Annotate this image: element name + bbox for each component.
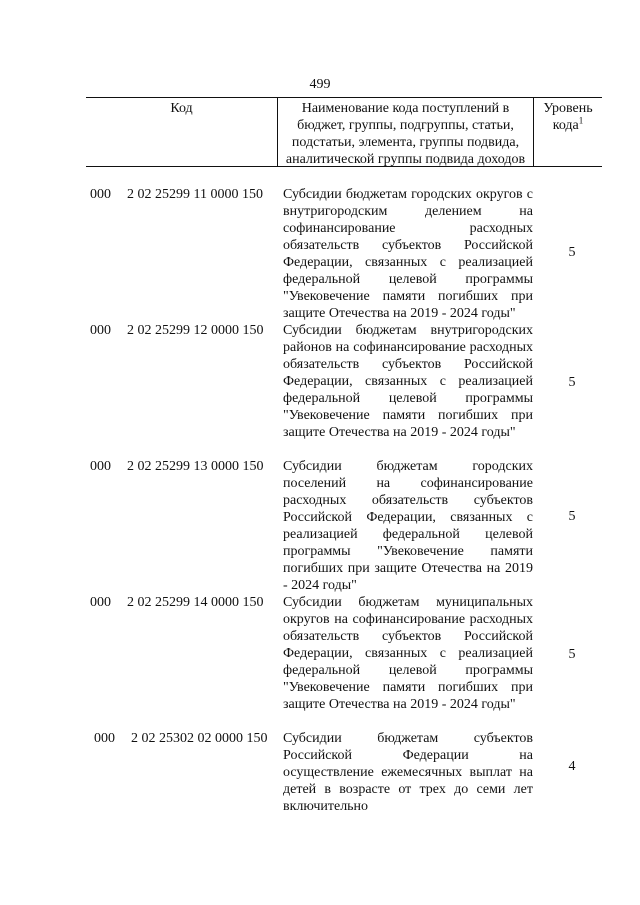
- row-prefix: 000: [90, 595, 111, 610]
- row-code: 2 02 25299 13 0000 150: [127, 459, 264, 474]
- row-prefix: 000: [94, 731, 115, 746]
- header-level-footnote: 1: [578, 115, 584, 126]
- row-level: 4: [568, 759, 576, 774]
- row-level: 5: [568, 245, 576, 260]
- table-header: [86, 97, 602, 167]
- row-level: 5: [568, 509, 576, 524]
- header-code: [86, 98, 278, 166]
- table-body: [0, 186, 640, 832]
- table-row: [0, 730, 640, 832]
- row-code: 2 02 25299 12 0000 150: [127, 323, 264, 338]
- header-name: [278, 98, 534, 166]
- table-row: [0, 186, 640, 322]
- header-level-label: Уровень кода: [543, 101, 593, 133]
- row-prefix: 000: [90, 323, 111, 338]
- row-name: Субсидии бюджетам городских поселений на софинансирование расходных обязательств субъектов Российской Федерации, связанных с реализацией федеральной целевой программы "Увековечение памяти погибших при защите Отечества на 2019 - 2024 годы": [283, 459, 533, 593]
- row-prefix: 000: [90, 187, 111, 202]
- row-level: 5: [568, 647, 576, 662]
- header-name-label: Наименование кода поступлений в бюджет, группы, подгруппы, статьи, подстатьи, элемента, группы подвида, аналитической группы подвида доходов: [285, 101, 526, 167]
- table-row: [0, 458, 640, 594]
- row-prefix: 000: [90, 459, 111, 474]
- page-number: 499: [309, 77, 331, 92]
- row-level: 5: [568, 375, 576, 390]
- row-name: Субсидии бюджетам субъектов Российской Федерации на осуществление ежемесячных выплат на детей в возрасте от трех до семи лет включительно: [283, 731, 533, 814]
- header-level: [534, 98, 602, 166]
- row-name: Субсидии бюджетам муниципальных округов на софинансирование расходных обязательств субъектов Российской Федерации, связанных с реализацией федеральной целевой программы "Увековечение памяти погибших при защите Отечества на 2019 - 2024 годы": [283, 595, 533, 712]
- row-code: 2 02 25302 02 0000 150: [131, 731, 268, 746]
- header-code-label: Код: [170, 101, 193, 116]
- row-name: Субсидии бюджетам внутригородских районов на софинансирование расходных обязательств субъектов Российской Федерации, связанных с реализацией федеральной целевой программы "Увековечение памяти погибших при защите Отечества на 2019 - 2024 годы": [283, 323, 533, 440]
- table-row: [0, 594, 640, 730]
- row-code: 2 02 25299 11 0000 150: [127, 187, 263, 202]
- table-row: [0, 322, 640, 458]
- row-code: 2 02 25299 14 0000 150: [127, 595, 264, 610]
- row-name: Субсидии бюджетам городских округов с внутригородским делением на софинансирование расходных обязательств субъектов Российской Федерации, связанных с реализацией федеральной целевой программы "Увековечение памяти погибших при защите Отечества на 2019 - 2024 годы": [283, 187, 533, 321]
